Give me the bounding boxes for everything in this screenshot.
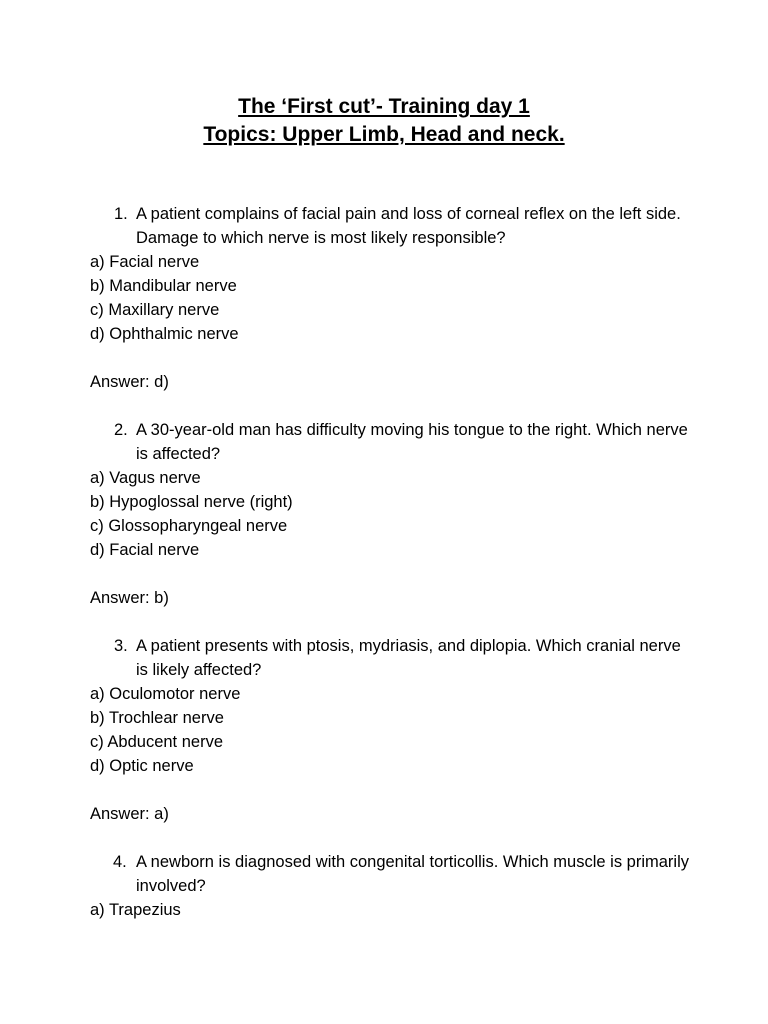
answer-line: Answer: a)	[90, 805, 169, 823]
option-item: d) Facial nerve	[90, 541, 200, 559]
question-1	[90, 202, 690, 250]
option-item: a) Facial nerve	[90, 253, 200, 271]
question-text: A patient complains of facial pain and loss of corneal reflex on the left side. Damage to which nerve is most likely responsible?	[136, 205, 681, 247]
question-text: A patient presents with ptosis, mydriasis, and diplopia. Which cranial nerve is likely affected?	[136, 637, 681, 679]
question-number: 4.	[113, 853, 127, 871]
answer-line: Answer: d)	[90, 373, 169, 391]
title-line-2: Topics: Upper Limb, Head and neck.	[203, 123, 565, 146]
answer-line: Answer: b)	[90, 589, 169, 607]
option-item: c) Glossopharyngeal nerve	[90, 517, 288, 535]
option-item: c) Maxillary nerve	[90, 301, 220, 319]
option-item: b) Trochlear nerve	[90, 709, 224, 727]
option-item: a) Trapezius	[90, 901, 181, 919]
question-text: A 30-year-old man has difficulty moving his tongue to the right. Which nerve is affected?	[136, 421, 688, 463]
title-line-1: The ‘First cut’- Training day 1	[238, 95, 530, 118]
question-2	[90, 418, 690, 466]
option-item: a) Oculomotor nerve	[90, 685, 241, 703]
question-text: A newborn is diagnosed with congenital torticollis. Which muscle is primarily involved?	[136, 853, 689, 895]
question-number: 3.	[114, 637, 128, 655]
question-3	[90, 634, 690, 682]
option-item: a) Vagus nerve	[90, 469, 201, 487]
option-item: c) Abducent nerve	[90, 733, 223, 751]
option-item: d) Optic nerve	[90, 757, 194, 775]
option-item: b) Hypoglossal nerve (right)	[90, 493, 293, 511]
option-item: b) Mandibular nerve	[90, 277, 237, 295]
question-number: 1.	[114, 205, 128, 223]
option-item: d) Ophthalmic nerve	[90, 325, 239, 343]
document-title	[0, 93, 768, 149]
question-list	[90, 202, 690, 922]
question-4	[90, 850, 690, 898]
question-number: 2.	[114, 421, 128, 439]
